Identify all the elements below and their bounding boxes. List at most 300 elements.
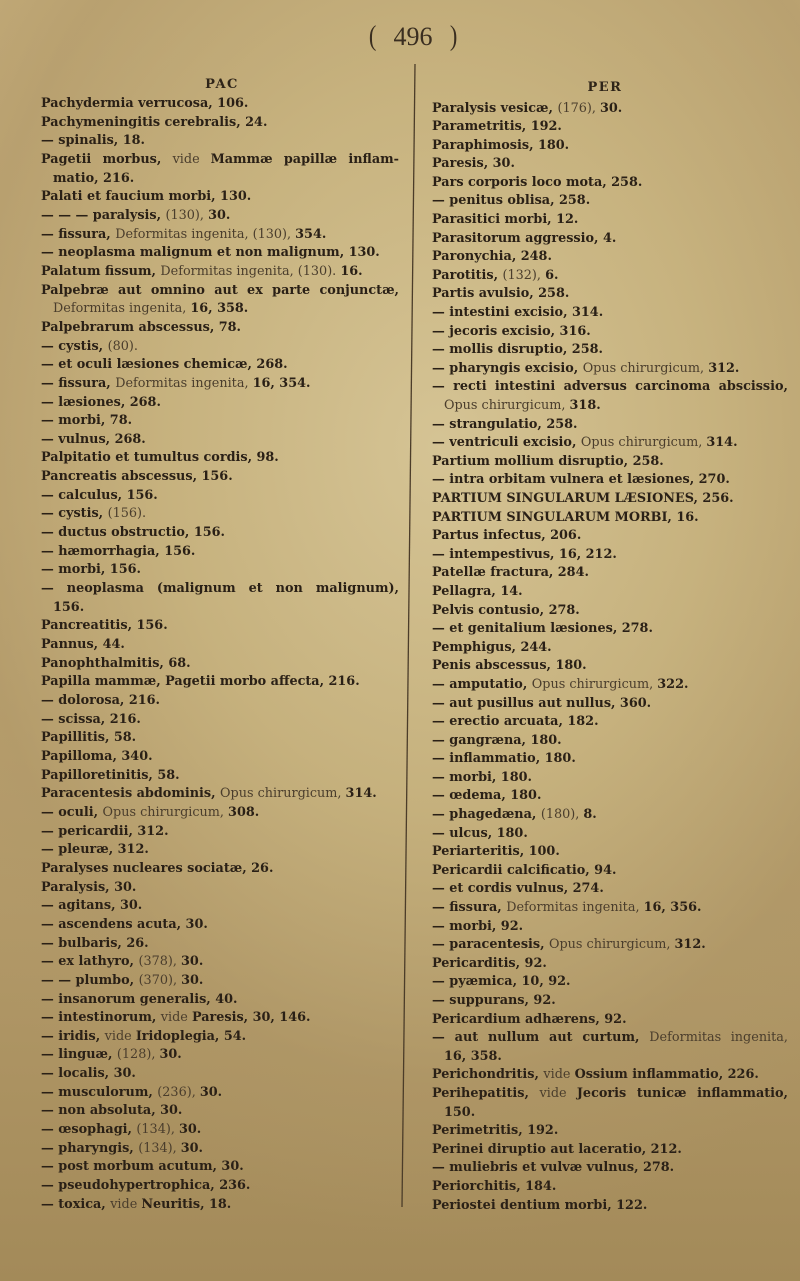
index-subentry (41, 1065, 399, 1084)
entry-text: — jecoris excisio, 316. (432, 323, 591, 339)
index-subentry (41, 394, 399, 413)
entry-text: — mollis disruptio, 258. (432, 342, 603, 358)
entry-text: Pericardium adhærens, 92. (432, 1011, 627, 1027)
entry-text: — musculorum, (41, 1084, 158, 1100)
index-entry (432, 118, 788, 137)
entry-text: — aut nullum aut curtum, (432, 1030, 650, 1046)
entry-text: 30. (600, 100, 623, 116)
index-subentry (41, 711, 399, 730)
index-subentry (432, 1029, 788, 1048)
index-subentry (41, 841, 399, 860)
entry-text: 16, 354. (252, 375, 311, 391)
entry-text: — pleuræ, 312. (41, 842, 149, 858)
cross-reference-text: Deformitas ingenita, (115, 375, 253, 391)
cross-reference-text: vide (543, 1067, 575, 1083)
entry-text: — oculi, (41, 804, 103, 820)
entry-text: Palatum fissum, (41, 263, 161, 279)
index-subentry (432, 769, 788, 788)
entry-text: — morbi, 92. (432, 918, 524, 934)
entry-text: — pharyngis excisio, (432, 360, 583, 376)
cross-reference-text: Opus chirurgicum, (531, 676, 658, 692)
entry-text: — morbi, 156. (41, 562, 141, 578)
entry-text: 312. (708, 360, 740, 376)
entry-text: — muliebris et vulvæ vulnus, 278. (432, 1160, 675, 1176)
entry-text: — phagedæna, (432, 807, 541, 823)
index-subentry (41, 543, 399, 562)
index-entry (432, 155, 788, 174)
index-entry (432, 1085, 788, 1104)
entry-text: 30. (181, 954, 204, 970)
entry-text: Papilloma, 340. (41, 748, 153, 764)
entry-text: — ascendens acuta, 30. (41, 916, 208, 932)
page-number-close-paren: ) (449, 21, 457, 52)
index-subentry (41, 431, 399, 450)
index-entry-continuation (432, 1104, 788, 1123)
cross-reference-text: Opus chirurgicum, (582, 360, 709, 376)
index-entry (432, 174, 788, 193)
entry-text: — linguæ, (41, 1047, 117, 1063)
entry-text: Paralyses nucleares sociatæ, 26. (41, 860, 274, 876)
entry-text: Ossium inflammatio, 226. (574, 1067, 759, 1083)
entry-text: 322. (657, 676, 689, 692)
entry-text: — paracentesis, (432, 937, 549, 953)
index-entry (41, 729, 399, 748)
index-entry (41, 748, 399, 767)
index-subentry (432, 341, 788, 360)
entry-text: Pericardii calcificatio, 94. (432, 862, 617, 878)
entry-text: — spinalis, 18. (41, 133, 145, 149)
index-subentry (432, 416, 788, 435)
index-entry (432, 137, 788, 156)
index-entry (432, 657, 788, 676)
index-entry (432, 211, 788, 230)
index-entry (41, 673, 399, 692)
entry-text: Pagetii morbus, (41, 151, 173, 167)
entry-text: — erectio arcuata, 182. (432, 714, 599, 730)
cross-reference-text: Deformitas ingenita, (130), (115, 226, 296, 242)
index-entry (432, 583, 788, 602)
index-subentry (41, 1121, 399, 1140)
index-entry (432, 100, 788, 119)
index-entry (41, 767, 399, 786)
entry-text: — pyæmica, 10, 92. (432, 974, 571, 990)
entry-text: Paresis, 30, 146. (191, 1010, 311, 1026)
index-subentry (41, 1102, 399, 1121)
entry-text: — neoplasma (malignum et non malignum), (41, 581, 399, 597)
entry-text: 16, 358. (444, 1048, 502, 1064)
entry-text: — cystis, (41, 338, 108, 354)
cross-reference-text: (378), (138, 954, 182, 970)
entry-text: PARTIUM SINGULARUM LÆSIONES, 256. (432, 490, 734, 506)
index-entry (432, 1197, 788, 1216)
entry-text: matio, 216. (53, 170, 135, 186)
entry-text: Pachydermia verrucosa, 106. (41, 96, 249, 111)
entry-text: Pancreatitis, 156. (41, 618, 168, 634)
index-subentry (41, 916, 399, 935)
index-entry (41, 785, 399, 804)
index-entry (41, 636, 399, 655)
cross-reference-text: (130), (165, 207, 209, 223)
entry-text: Pemphigus, 244. (432, 639, 552, 655)
index-entry (432, 843, 788, 862)
cross-reference-text: (134), (136, 1122, 179, 1138)
entry-text: — aut pusillus aut nullus, 360. (432, 695, 652, 711)
index-subentry (432, 192, 788, 211)
index-subentry (432, 676, 788, 695)
index-entry (432, 453, 788, 472)
index-subentry (41, 207, 399, 226)
entry-text: Neuritis, 18. (141, 1196, 232, 1212)
index-subentry (41, 356, 399, 375)
entry-text: 156. (53, 599, 85, 615)
index-entry (432, 1178, 788, 1197)
entry-text: — — plumbo, (41, 972, 139, 988)
index-subentry (432, 806, 788, 825)
entry-text: 30. (199, 1084, 223, 1100)
entry-text: — œdema, 180. (432, 788, 542, 804)
entry-text: — — — paralysis, (41, 207, 166, 223)
cross-reference-text: Opus chirurgicum, (580, 435, 707, 451)
entry-text: Mammæ papillæ inflam- (210, 151, 399, 167)
index-entry (41, 617, 399, 636)
index-entry (432, 1122, 788, 1141)
entry-text: — morbi, 180. (432, 769, 532, 785)
entry-text: — vulnus, 268. (41, 431, 146, 447)
entry-text: Pars corporis loco mota, 258. (432, 174, 643, 190)
index-subentry (432, 973, 788, 992)
index-entry (432, 509, 788, 528)
index-entry-continuation (432, 1048, 788, 1067)
index-subentry (432, 546, 788, 565)
entry-text: — agitans, 30. (41, 898, 143, 914)
index-entry (432, 564, 788, 583)
entry-text: — intempestivus, 16, 212. (432, 546, 617, 562)
entry-text: Patellæ fractura, 284. (432, 565, 589, 581)
entry-text: — suppurans, 92. (432, 993, 556, 1008)
entry-text: — calculus, 156. (41, 487, 158, 503)
index-subentry (432, 732, 788, 751)
entry-text: — iridis, (41, 1028, 105, 1044)
index-subentry (432, 695, 788, 714)
entry-text: — et genitalium læsiones, 278. (432, 621, 653, 637)
entry-text: — non absoluta, 30. (41, 1103, 183, 1119)
entry-text: Pericarditis, 92. (432, 955, 547, 971)
entry-text: 30. (159, 1047, 182, 1063)
entry-text: — post morbum acutum, 30. (41, 1159, 244, 1175)
entry-text: Perichondritis, (432, 1067, 544, 1083)
entry-text: — cystis, (41, 506, 108, 522)
entry-text: — hæmorrhagia, 156. (41, 543, 196, 559)
entry-text: Perihepatitis, (432, 1085, 540, 1101)
entry-text: Perinei diruptio aut laceratio, 212. (432, 1141, 682, 1157)
index-subentry (432, 992, 788, 1011)
entry-text: Pachymeningitis cerebralis, 24. (41, 114, 268, 130)
cross-reference-text: (128), (116, 1047, 160, 1063)
index-entry-continuation (41, 599, 399, 618)
entry-text: — œsophagi, (41, 1122, 137, 1138)
index-entry (432, 230, 788, 249)
entry-text: — penitus oblisa, 258. (432, 193, 591, 209)
entry-text: 318. (569, 398, 601, 413)
page-number (313, 21, 513, 53)
entry-text: — fissura, (432, 900, 507, 916)
index-subentry (41, 1177, 399, 1196)
entry-text: Palpitatio et tumultus cordis, 98. (41, 450, 279, 466)
entry-text: — intra orbitam vulnera et læsiones, 270. (432, 472, 730, 488)
cross-reference-text: Deformitas ingenita, (649, 1030, 788, 1046)
entry-text: Palpebrarum abscessus, 78. (41, 319, 242, 335)
entry-text: 30. (180, 1140, 204, 1156)
index-subentry (41, 1009, 399, 1028)
index-subentry (432, 713, 788, 732)
cross-reference-text: (134), (138, 1140, 181, 1156)
cross-reference-text: Deformitas ingenita, (506, 900, 644, 916)
index-subentry (432, 787, 788, 806)
entry-text: 150. (444, 1104, 476, 1120)
entry-text: 30. (178, 1122, 202, 1138)
entry-text: Penis abscessus, 180. (432, 658, 587, 674)
index-subentry (432, 378, 788, 397)
entry-text: — insanorum generalis, 40. (41, 991, 238, 1007)
entry-text: Papilloretinitis, 58. (41, 767, 180, 783)
index-entry (41, 319, 399, 338)
entry-text: Pellagra, 14. (432, 583, 523, 599)
page-number-value: 496 (393, 22, 433, 51)
entry-text: Paraphimosis, 180. (432, 137, 570, 153)
entry-text: — neoplasma malignum et non malignum, 130. (41, 245, 380, 261)
entry-text: — toxica, (41, 1196, 111, 1212)
index-subentry (432, 936, 788, 955)
entry-text: — localis, 30. (41, 1066, 136, 1082)
entry-text: — amputatio, (432, 676, 532, 692)
entry-text: Pelvis contusio, 278. (432, 602, 580, 618)
index-entry-continuation (41, 300, 399, 319)
index-entry (41, 263, 399, 282)
index-subentry (432, 360, 788, 379)
entry-text: Iridoplegia, 54. (135, 1028, 247, 1044)
index-subentry (432, 880, 788, 899)
index-entry (41, 114, 399, 133)
index-subentry (41, 972, 399, 991)
index-subentry (432, 899, 788, 918)
index-subentry (41, 897, 399, 916)
cross-reference-text: vide (539, 1085, 577, 1101)
entry-text: Partium mollium disruptio, 258. (432, 453, 664, 469)
index-subentry (41, 991, 399, 1010)
cross-reference-text: (176), (557, 100, 600, 116)
entry-text: Pancreatis abscessus, 156. (41, 469, 233, 485)
entry-text: Palati et faucium morbi, 130. (41, 189, 252, 205)
cross-reference-text: (132), (502, 267, 546, 283)
entry-text: — ex lathyro, (41, 954, 139, 970)
page-number-open-paren: ( (369, 21, 377, 52)
cross-reference-text: (180), (540, 807, 584, 823)
index-entry (41, 151, 399, 170)
entry-text: 354. (295, 226, 327, 242)
cross-reference-text: Deformitas ingenita, (53, 301, 191, 317)
entry-text: 16, 356. (643, 900, 702, 916)
index-entry-continuation (41, 170, 399, 189)
index-entry (432, 955, 788, 974)
index-subentry (41, 487, 399, 506)
entry-text: Perimetritis, 192. (432, 1123, 559, 1139)
entry-text: Paresis, 30. (432, 156, 515, 172)
index-entry (432, 527, 788, 546)
entry-text: — ventriculi excisio, (432, 435, 581, 451)
index-subentry (432, 323, 788, 342)
index-subentry (432, 304, 788, 323)
index-entry (432, 1011, 788, 1030)
index-entry (432, 490, 788, 509)
entry-text: Partis avulsio, 258. (432, 286, 570, 302)
entry-text: — dolorosa, 216. (41, 693, 160, 708)
entry-text: 314. (706, 435, 738, 451)
entry-text: 16, 358. (190, 301, 249, 317)
index-subentry (41, 524, 399, 543)
index-entry (41, 95, 399, 114)
entry-text: — et oculi læsiones chemicæ, 268. (41, 357, 288, 373)
cross-reference-text: Opus chirurgicum, (549, 937, 675, 953)
entry-text: 308. (228, 804, 260, 820)
index-subentry (41, 692, 399, 711)
entry-text: 16. (340, 263, 363, 279)
entry-text: — læsiones, 268. (41, 394, 161, 410)
index-subentry (432, 471, 788, 490)
entry-text: — gangræna, 180. (432, 732, 562, 748)
entry-text: Paracentesis abdominis, (41, 786, 221, 802)
entry-text: Parasitorum aggressio, 4. (432, 230, 617, 246)
index-entry (432, 285, 788, 304)
entry-text: 314. (345, 786, 377, 802)
index-subentry (41, 1084, 399, 1103)
cross-reference-text: (80). (107, 338, 138, 354)
entry-text: — ductus obstructio, 156. (41, 525, 225, 541)
index-subentry (432, 750, 788, 769)
entry-text: Papilla mammæ, Pagetii morbo affecta, 216. (41, 674, 360, 690)
index-column-right (432, 100, 788, 1216)
index-subentry (432, 434, 788, 453)
index-subentry (41, 935, 399, 954)
index-subentry (432, 1159, 788, 1178)
index-subentry (41, 1028, 399, 1047)
cross-reference-text: vide (104, 1028, 136, 1044)
index-subentry (41, 244, 399, 263)
index-entry (432, 1141, 788, 1160)
entry-text: — ulcus, 180. (432, 825, 528, 841)
entry-text: 312. (674, 937, 706, 953)
entry-text: — et cordis vulnus, 274. (432, 881, 604, 897)
cross-reference-text: Opus chirurgicum, (102, 804, 229, 820)
index-entry (432, 602, 788, 621)
entry-text: Paralysis vesicæ, (432, 100, 558, 116)
right-column-running-head: PER (587, 80, 623, 95)
index-subentry (41, 1196, 399, 1215)
entry-text: — inflammatio, 180. (432, 751, 576, 767)
index-entry (432, 639, 788, 658)
cross-reference-text: Opus chirurgicum, (444, 398, 570, 413)
index-entry (41, 655, 399, 674)
entry-text: — scissa, 216. (41, 711, 141, 727)
index-subentry (41, 953, 399, 972)
index-entry (41, 860, 399, 879)
entry-text: Pannus, 44. (41, 637, 125, 653)
index-entry-continuation (432, 397, 788, 416)
entry-text: — fissura, (41, 226, 116, 242)
entry-text: — intestini excisio, 314. (432, 305, 604, 321)
index-subentry (41, 561, 399, 580)
index-entry (432, 862, 788, 881)
entry-text: — strangulatio, 258. (432, 416, 578, 432)
entry-text: Panophthalmitis, 68. (41, 655, 191, 671)
cross-reference-text: vide (110, 1196, 142, 1212)
entry-text: Parasitici morbi, 12. (432, 212, 579, 228)
entry-text: Jecoris tunicæ inflammatio, (576, 1085, 788, 1101)
index-subentry (41, 226, 399, 245)
index-subentry (41, 505, 399, 524)
index-subentry (41, 823, 399, 842)
index-subentry (41, 338, 399, 357)
index-subentry (41, 412, 399, 431)
entry-text: Papillitis, 58. (41, 730, 137, 746)
entry-text: 30. (181, 972, 204, 988)
index-entry (41, 282, 399, 301)
cross-reference-text: Deformitas ingenita, (130). (160, 263, 341, 279)
index-entry (41, 188, 399, 207)
index-subentry (41, 804, 399, 823)
index-subentry (41, 132, 399, 151)
left-column-running-head: PAC (205, 77, 239, 92)
entry-text: — intestinorum, (41, 1010, 161, 1026)
cross-reference-text: vide (172, 151, 211, 167)
entry-text: Parotitis, (432, 267, 503, 283)
entry-text: Periostei dentium morbi, 122. (432, 1197, 648, 1213)
entry-text: Paralysis, 30. (41, 879, 137, 895)
entry-text: Periorchitis, 184. (432, 1178, 557, 1194)
entry-text: 6. (545, 267, 559, 283)
entry-text: Parametritis, 192. (432, 119, 562, 135)
cross-reference-text: (370), (138, 972, 182, 988)
entry-text: — morbi, 78. (41, 413, 133, 429)
cross-reference-text: (236), (157, 1084, 200, 1100)
index-entry (432, 248, 788, 267)
index-subentry (41, 375, 399, 394)
entry-text: — pharyngis, (41, 1140, 139, 1156)
cross-reference-text: vide (160, 1010, 192, 1026)
entry-text: 30. (208, 207, 231, 223)
index-subentry (41, 1046, 399, 1065)
index-subentry (41, 1140, 399, 1159)
entry-text: Periarteritis, 100. (432, 844, 560, 860)
entry-text: — pericardii, 312. (41, 823, 169, 839)
index-entry (432, 267, 788, 286)
cross-reference-text: (156). (107, 506, 147, 522)
index-entry (41, 879, 399, 898)
entry-text: 8. (583, 807, 597, 823)
index-entry (41, 468, 399, 487)
entry-text: — fissura, (41, 375, 116, 391)
entry-text: PARTIUM SINGULARUM MORBI, 16. (432, 509, 699, 525)
index-subentry (432, 620, 788, 639)
entry-text: — recti intestini adversus carcinoma abscissio, (432, 379, 788, 395)
index-entry (432, 1066, 788, 1085)
index-entry (41, 449, 399, 468)
entry-text: Partus infectus, 206. (432, 528, 582, 544)
entry-text: — pseudohypertrophica, 236. (41, 1178, 251, 1194)
index-subentry (432, 918, 788, 937)
entry-text: Palpebræ aut omnino aut ex parte conjunctæ, (41, 282, 399, 298)
index-subentry (41, 1158, 399, 1177)
cross-reference-text: Opus chirurgicum, (220, 786, 346, 802)
